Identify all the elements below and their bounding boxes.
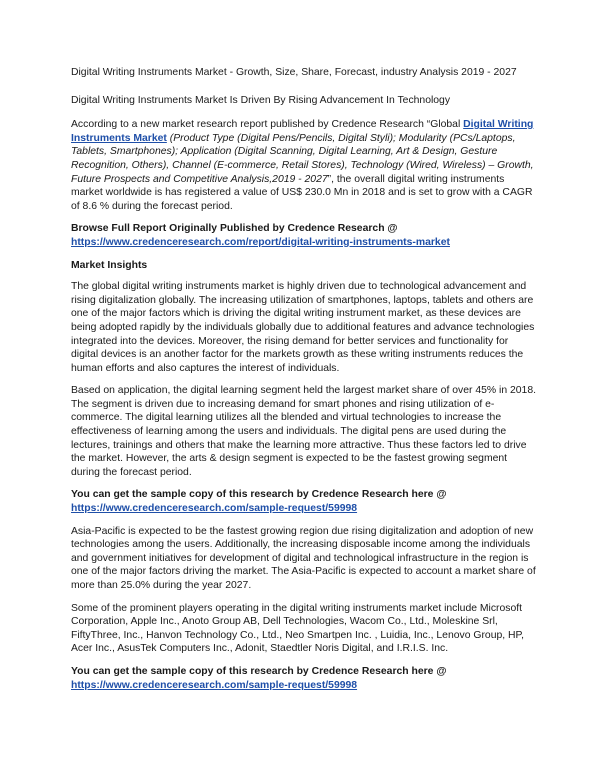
document-title: Digital Writing Instruments Market - Growth, Size, Share, Forecast, industry Analysis 2019 - 2027 [71, 67, 517, 78]
market-insights-heading: Market Insights [71, 259, 148, 271]
region-paragraph: Asia-Pacific is expected to be the fastest growing region due rising digitalization and adoption of new technologies among the users. Additionally, the increasing disposable income among the individuals and government initiatives for development of digital and technological infrastructure in the region is one of the major factors driving the market. The Asia-Pacific is expected to account a market share of more than 25.0% during the year 2027. [71, 525, 536, 591]
intro-tail: ”, the overall digital writing instruments market worldwide is has registered a value of US$ 230.0 Mn in 2018 and is set to grow with a CAGR of 8.6 % during the forecast period. [71, 173, 533, 212]
browse-block [71, 222, 538, 249]
players-paragraph: Some of the prominent players operating in the digital writing instruments market include Microsoft Corporation, Apple Inc., Anoto Group AB, Dell Technologies, Wacom Co., Ltd., Moleskine Srl, FiftyThree, Inc., Hanvon Technology Co., Ltd., Neo Smartpen Inc. , Luidia, Inc., Lenovo Group, HP, Acer Inc., AsusTek Computers Inc., Adonit, Staedtler Noris Digital, and I.R.I.S. Inc. [71, 602, 525, 655]
insights-paragraph: The global digital writing instruments market is highly driven due to technological advancement and rising digitalization globally. The increasing utilization of smartphones, laptops, tablets and others are one of the major factors which is driving the digital writing instrument market, as these devices are being adopted rapidly by the individuals globally due to additional features and advance technologies integrated into the devices. Moreover, the rising demand for better services and functionality for digital devices is an another factor for the markets growth as these writing instruments reduces the human efforts and also captures the interest of individuals. [71, 281, 535, 374]
sample-label-1: You can get the sample copy of this research by Credence Research here @ [71, 489, 447, 501]
browse-label: Browse Full Report Originally Published by Credence Research @ [71, 223, 398, 235]
intro-lead: According to a new market research report published by Credence Research “Global [71, 119, 464, 131]
full-report-link[interactable]: https://www.credenceresearch.com/report/digital-writing-instruments-market [71, 236, 450, 248]
sample-label-2: You can get the sample copy of this research by Credence Research here @ [71, 665, 447, 677]
sample-request-link-2[interactable]: https://www.credenceresearch.com/sample-request/59998 [71, 679, 358, 691]
sample-block-2 [71, 665, 538, 692]
sample-block-1 [71, 488, 538, 515]
intro-paragraph [71, 118, 538, 213]
sample-request-link-1[interactable]: https://www.credenceresearch.com/sample-request/59998 [71, 503, 358, 515]
market-report-link[interactable]: Digital Writing Instruments Market [71, 119, 534, 144]
intro-segmentation: (Product Type (Digital Pens/Pencils, Digital Styli); Modularity (PCs/Laptops, Tablets, Smartphones); Application (Digital Scanning, Digital Learning, Art & Design, Gesture Recognition, Others), Channel (E-commerce, Retail Stores), Technology (Wired, Wireless) – Growth, Future Prospects and Competitive Analysis,2019 - 2027 [71, 132, 534, 185]
document-subtitle: Digital Writing Instruments Market Is Driven By Rising Advancement In Technology [71, 94, 451, 106]
application-paragraph: Based on application, the digital learning segment held the largest market share of over 45% in 2018. The segment is driven due to increasing demand for smart phones and rising utilization of e-commerce. The digital learning utilizes all the blended and virtual technologies to increase the effectiveness of learning among the users and individuals. The digital pens are used during the lectures, trainings and others that make the learning more attractive. Thus these factors led to drive the market. However, the arts & design segment is expected to be the fastest growing segment during the forecast period. [71, 385, 536, 478]
